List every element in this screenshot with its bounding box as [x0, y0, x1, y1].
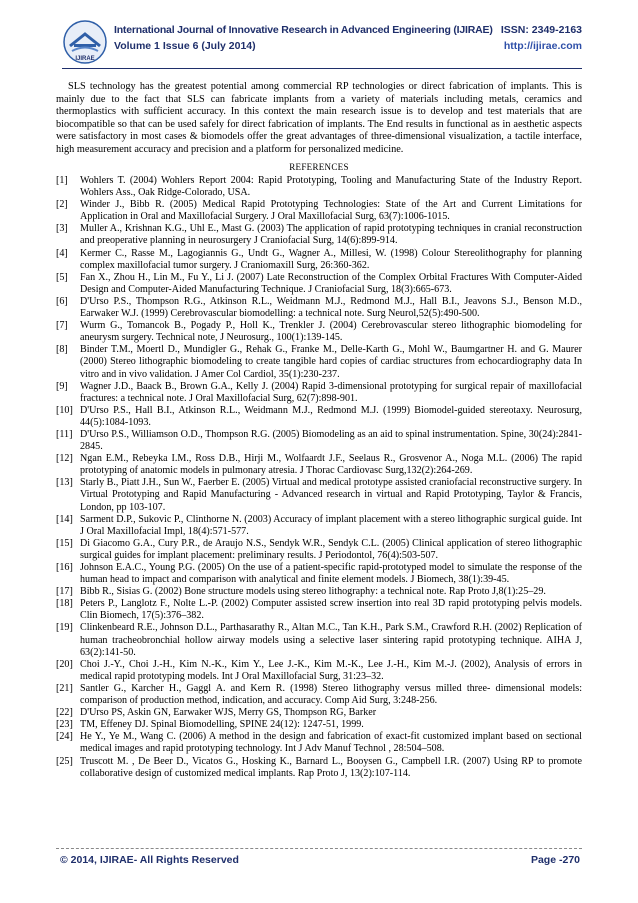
reference-text: Kermer C., Rasse M., Lagogiannis G., Undt G., Wagner A., Millesi, W. (1998) Colour Stereolithography for planning complex maxillofacial tumor surgery. J Craniomaxill Surg, 26:360-362.	[80, 247, 582, 271]
reference-item	[56, 514, 582, 538]
reference-number: [13]	[56, 477, 73, 489]
reference-item	[56, 586, 582, 598]
reference-number: [17]	[56, 586, 73, 598]
reference-text: Johnson E.A.C., Young P.G. (2005) On the use of a patient-specific rapid-prototyped model to simulate the response of the human head to impact and comparison with analytical and finite element models. J Biomech, 38(1):39-45.	[80, 562, 582, 586]
reference-number: [16]	[56, 562, 73, 573]
reference-item	[56, 683, 582, 707]
journal-logo	[62, 20, 108, 64]
reference-text: Winder J., Bibb R. (2005) Medical Rapid Prototyping Technologies: State of the Art and Current Limitations for Application in Oral and Maxillofacial Surgery. J Oral Maxillofacial Surg, 63(7):1006-1015.	[80, 199, 582, 223]
reference-item	[56, 719, 582, 731]
reference-number: [24]	[56, 731, 73, 743]
reference-text: Starly B., Piatt J.H., Sun W., Faerber E. (2005) Virtual and medical prototype assisted craniofacial reconstructive surgery. In Virtual Prototyping and Rapid Manufacturing - Advanced research in virtual and Rapid Prototyping, Taylor & Francis, London, pp 103-107.	[80, 477, 582, 513]
reference-item	[56, 562, 582, 586]
reference-text: Peters P., Langlotz F., Nolte L.-P. (2002) Computer assisted screw insertion into real 3D rapid prototyping pelvis models. Clin Biomech, 17(5):376–382.	[80, 598, 582, 622]
reference-item	[56, 731, 582, 755]
reference-number: [25]	[56, 755, 73, 767]
reference-text: Ngan E.M., Rebeyka I.M., Ross D.B., Hirji M., Wolfaardt J.F., Seelaus R., Grosvenor A., Noga M.L. (2006) The rapid prototyping of anatomic models in pulmonary atresia. J Thorac Cardiovasc Surg,132(2):264-269.	[80, 453, 582, 477]
reference-item	[56, 199, 582, 223]
reference-item	[56, 453, 582, 477]
body-paragraph: SLS technology has the greatest potential among commercial RP technologies or direct fabrication of implants. This is mainly due to the fact that SLS can fabricate implants from a variety of materials including metals, ceramics and thermoplastics with sufficient accuracy. In this context the main research issue is to develop and test materials that are biocompatible so that can be used safely for direct fabrication of implants. The End results in functional as in aesthetic aspects were satisfactory in most cases & biomodels offer the great advantages of three-dimensional visualization, a tactile interface, high measurement accuracy and precision and a platform for personalized medicine.	[56, 81, 582, 155]
reference-text: Wurm G., Tomancok B., Pogady P., Holl K., Trenkler J. (2004) Cerebrovascular stereo lithographic biomodeling for aneurysm surgery. Technical note, J Neurosurg., 100(1):139-145.	[80, 320, 582, 344]
reference-number: [7]	[56, 320, 68, 332]
reference-item	[56, 756, 582, 780]
reference-number: [20]	[56, 658, 73, 670]
footer-divider	[56, 848, 582, 849]
reference-item	[56, 248, 582, 272]
reference-item	[56, 175, 582, 199]
reference-number: [11]	[56, 428, 73, 440]
reference-text: Clinkenbeard R.E., Johnson D.L., Parthasarathy R., Altan M.C., Tan K.H., Park S.M., Crawford R.H. (2002) Replication of human tracheobronchial hollow airway models using a selective laser sintering rapid prototyping technique. AIHA J, 63(2):141-50.	[80, 622, 582, 658]
reference-item	[56, 538, 582, 562]
reference-item	[56, 598, 582, 622]
journal-url-link[interactable]: http://ijirae.com	[503, 40, 582, 52]
reference-text: Fan X., Zhou H., Lin M., Fu Y., Li J. (2007) Late Reconstruction of the Complex Orbital Fractures With Computer-Aided Design and Computer-Aided Manufacturing Technique. J Craniofacial Surg, 18(3):665-673.	[80, 271, 582, 295]
reference-number: [22]	[56, 707, 73, 719]
reference-item	[56, 296, 582, 320]
issn: ISSN: 2349-2163	[500, 24, 582, 36]
reference-text: D'Urso P.S., Hall B.I., Atkinson R.L., Weidmann M.J., Redmond M.J. (1999) Biomodel-guided stereotaxy. Neurosurg, 44(5):1084-1093.	[80, 404, 582, 428]
reference-text: TM, Effeney DJ. Spinal Biomodelling, SPINE 24(12): 1247-51, 1999.	[80, 719, 364, 731]
reference-number: [5]	[56, 271, 68, 283]
reference-text: Choi J.-Y., Choi J.-H., Kim N.-K., Kim Y., Lee J.-K., Kim M.-K., Lee J.-H., Kim M.-J. (2002), Analysis of errors in medical rapid prototyping models. Int J Oral Maxillofacial Surg, 31:23–32.	[80, 658, 582, 682]
reference-text: Bibb R., Sisias G. (2002) Bone structure models using stereo lithography: a technical note. Rap Proto J,8(1):25–29.	[80, 586, 546, 598]
reference-item	[56, 429, 582, 453]
reference-number: [14]	[56, 513, 73, 525]
reference-number: [9]	[56, 380, 68, 392]
journal-title: International Journal of Innovative Research in Advanced Engineering (IJIRAE)	[114, 24, 493, 36]
reference-item	[56, 707, 582, 719]
reference-text: Binder T.M., Moertl D., Mundigler G., Rehak G., Franke M., Delle-Karth G., Mohl W., Baumgartner H. and G. Maurer (2000) Stereo lithographic biomodeling to create tangible hard copies of cardiac structures from echocardiography data In vitro and in vivo validation. J Amer Col Cardiol, 35(1):230-237.	[80, 344, 582, 380]
reference-number: [1]	[56, 175, 68, 186]
reference-number: [18]	[56, 598, 73, 610]
footer-page-number: Page -270	[530, 854, 580, 866]
reference-number: [15]	[56, 537, 73, 549]
header-divider	[62, 68, 582, 69]
reference-text: Wohlers T. (2004) Wohlers Report 2004: Rapid Prototyping, Tooling and Manufacturing State of the Industry Report. Wohlers Ass., Oak Ridge-Colorado, USA.	[80, 175, 582, 199]
references-heading: REFERENCES	[289, 162, 349, 172]
reference-number: [4]	[56, 247, 68, 259]
reference-item	[56, 272, 582, 296]
reference-item	[56, 405, 582, 429]
reference-item	[56, 477, 582, 513]
reference-text: He Y., Ye M., Wang C. (2006) A method in the design and fabrication of exact-fit customized implant based on sectional medical images and rapid prototyping technology. Int J Adv Manuf Technol , 28:504–508.	[80, 731, 582, 755]
reference-item	[56, 659, 582, 683]
reference-text: D'Urso P.S., Thompson R.G., Atkinson R.L., Weidmann M.J., Redmond M.J., Hall B.I., Jeavons S.J., Benson M.D., Earwaker W.J. (1999) Cerebrovascular biomodelling: a technical note. Surg Neurol,52(5):490-500.	[80, 295, 582, 320]
reference-number: [21]	[56, 682, 73, 694]
reference-item	[56, 622, 582, 658]
reference-text: Santler G., Karcher H., Gaggl A. and Kern R. (1998) Stereo lithography versus milled three- dimensional models: comparison of production method, indication, and accuracy. Comp Aid Surg, 3:248-256.	[80, 682, 582, 707]
reference-number: [10]	[56, 404, 73, 416]
reference-item	[56, 223, 582, 247]
reference-item	[56, 344, 582, 380]
reference-text: Truscott M. , De Beer D., Vicatos G., Hosking K., Barnard L., Booysen G., Campbell I.R. (2007) Using RP to promote collaborative design of customized medical implants. Rap Proto J, 13(2):107-114.	[80, 755, 582, 779]
reference-number: [6]	[56, 295, 68, 307]
footer-copyright: © 2014, IJIRAE- All Rights Reserved	[60, 854, 239, 866]
references-list	[56, 175, 582, 780]
volume-issue: Volume 1 Issue 6 (July 2014)	[114, 40, 256, 52]
reference-text: Wagner J.D., Baack B., Brown G.A., Kelly J. (2004) Rapid 3-dimensional prototyping for surgical repair of maxillofacial fractures: a technical note. J Oral Maxillofacial Surg, 62(7):898-901.	[80, 380, 582, 404]
svg-text:IJIRAE: IJIRAE	[75, 56, 95, 62]
reference-text: Di Giacomo G.A., Cury P.R., de Araujo N.S., Sendyk W.R., Sendyk C.L. (2005) Clinical application of stereo lithographic surgical guides for implant placement: preliminary results. J Periodontol, 76(4):503-507.	[80, 537, 582, 561]
reference-number: [2]	[56, 199, 68, 211]
reference-text: D'Urso PS, Askin GN, Earwaker WJS, Merry GS, Thompson RG, Barker	[80, 707, 377, 719]
reference-number: [19]	[56, 622, 73, 634]
reference-number: [12]	[56, 453, 73, 465]
reference-text: D'Urso P.S., Williamson O.D., Thompson R.G. (2005) Biomodeling as an aid to spinal instrumentation. Spine, 30(24):2841-2845.	[80, 428, 582, 453]
reference-number: [3]	[56, 223, 68, 235]
journal-header	[62, 18, 582, 70]
reference-text: Muller A., Krishnan K.G., Uhl E., Mast G. (2003) The application of rapid prototyping techniques in cranial reconstruction and preoperative planning in neurosurgery J Craniofacial Surg, 14(6):899-914.	[80, 223, 582, 247]
reference-number: [23]	[56, 719, 73, 731]
reference-text: Sarment D.P., Sukovic P., Clinthorne N. (2003) Accuracy of implant placement with a stereo lithographic surgical guide. Int J Oral Maxillofacial Impl, 18(4):571-577.	[80, 513, 582, 537]
reference-item	[56, 320, 582, 344]
reference-item	[56, 381, 582, 405]
reference-number: [8]	[56, 344, 68, 356]
